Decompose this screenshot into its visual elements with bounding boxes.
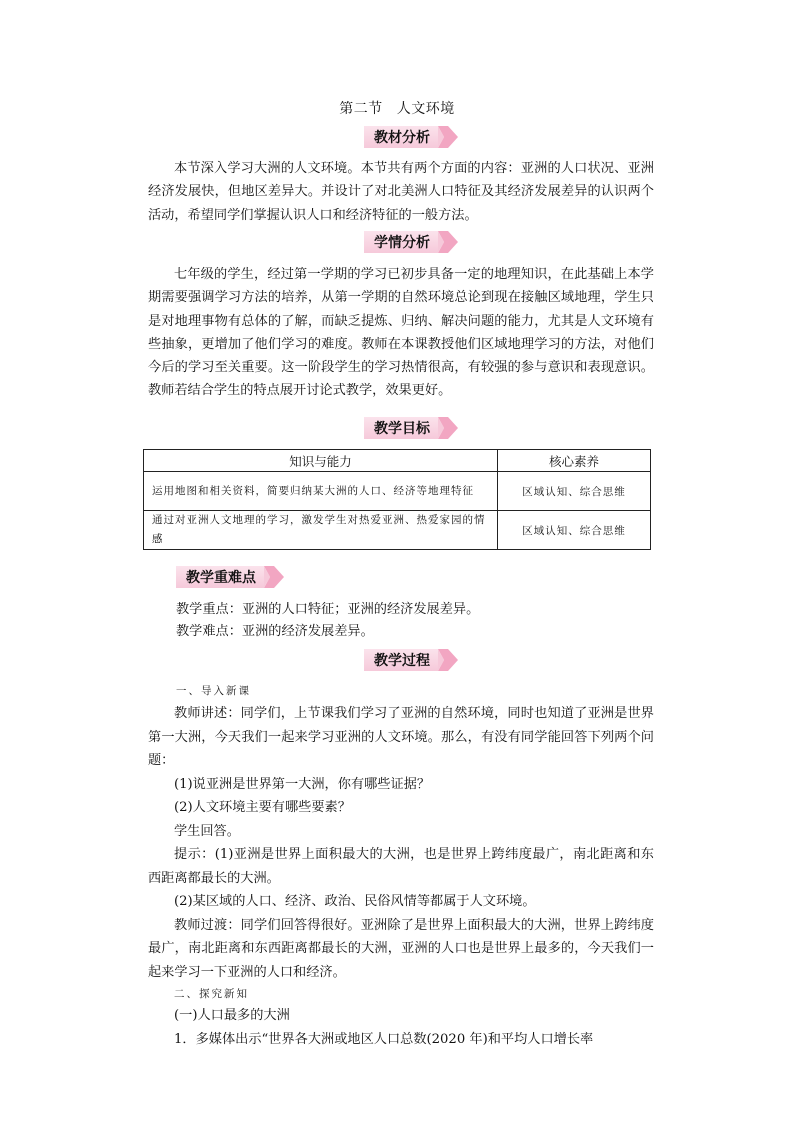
chevron-arrow-icon <box>438 231 458 253</box>
table-header-literacy: 核心素养 <box>498 450 651 472</box>
section-badge-goals <box>364 417 458 439</box>
section-number: 第二节 <box>339 101 383 117</box>
badge-label: 教学过程 <box>364 649 438 671</box>
page-title <box>0 98 794 118</box>
goals-table <box>143 449 651 550</box>
hint-2: (2)某区域的人口、经济、政治、民俗风情等都属于人文环境。 <box>174 894 536 909</box>
question-2: (2)人文环境主要有哪些要素？ <box>174 800 351 815</box>
key-point: 教学重点：亚洲的人口特征；亚洲的经济发展差异。 <box>176 602 480 617</box>
heading-explore: 二、探究新知 <box>174 988 249 1000</box>
chevron-arrow-icon <box>438 126 458 148</box>
learner-paragraph: 七年级的学生，经过第一学期的学习已初步具备一定的地理知识，在此基础上本学期需要强调学习方法的培养，从第一学期的自然环境总论到现在接触区域地理，学生只是对地理事物有总体的了解，而缺乏提炼、归纳、解决问题的能力，尤其是人文环境有些抽象，更增加了他们学习的难度。教师在本课教授他们区域地理学习的方法，对他们今后的学习至关重要。这一阶段学生的学习热情很高，有较强的参与意识和表现意识。教师若结合学生的特点展开讨论式教学，效果更好。 <box>148 267 654 399</box>
table-row <box>144 511 651 550</box>
section-badge-analysis <box>364 126 458 148</box>
section-badge-process <box>364 649 458 671</box>
chevron-arrow-icon <box>438 649 458 671</box>
table-header-knowledge: 知识与能力 <box>144 450 498 472</box>
hint-1: 提示：(1)亚洲是世界上面积最大的大洲，也是世界上跨纬度最广，南北距离和东西距离都最长的大洲。 <box>148 847 654 886</box>
table-cell-knowledge: 运用地图和相关资料，简要归纳某大洲的人口、经济等地理特征 <box>144 472 498 511</box>
badge-label: 教学重难点 <box>176 566 264 588</box>
transition-paragraph: 教师过渡：同学们回答得很好。亚洲除了是世界上面积最大的大洲，世界上跨纬度最广，南北距离和东西距离都最长的大洲，亚洲的人口也是世界上最多的，今天我们一起来学习一下亚洲的人口和经济。 <box>148 917 654 980</box>
badge-label: 教学目标 <box>364 417 438 439</box>
subheading-population: (一)人口最多的大洲 <box>174 1008 290 1023</box>
analysis-paragraph: 本节深入学习大洲的人文环境。本节共有两个方面的内容：亚洲的人口状况、亚洲经济发展快，但地区差异大。并设计了对北美洲人口特征及其经济发展差异的认识两个活动，希望同学们掌握认识人口和经济特征的一般方法。 <box>148 161 654 223</box>
table-row <box>144 472 651 511</box>
difficult-point: 教学难点：亚洲的经济发展差异。 <box>176 624 374 639</box>
chevron-arrow-icon <box>438 417 458 439</box>
section-badge-learner <box>364 231 458 253</box>
table-header-row <box>144 450 651 472</box>
heading-intro: 一、导入新课 <box>176 685 251 697</box>
item-1: 1．多媒体出示“世界各大洲或地区人口总数(2020 年)和平均人口增长率 <box>174 1031 594 1047</box>
intro-paragraph: 教师讲述：同学们，上节课我们学习了亚洲的自然环境，同时也知道了亚洲是世界第一大洲，今天我们一起来学习亚洲的人文环境。那么，有没有同学能回答下列两个问题： <box>148 706 654 768</box>
table-cell-literacy: 区域认知、综合思维 <box>498 472 651 511</box>
section-name: 人文环境 <box>396 101 455 117</box>
chevron-arrow-icon <box>264 566 284 588</box>
section-badge-keypoints <box>176 566 284 588</box>
process-content <box>148 702 654 1051</box>
badge-label: 学情分析 <box>364 231 438 253</box>
student-answer: 学生回答。 <box>174 823 240 839</box>
badge-label: 教材分析 <box>364 126 438 148</box>
question-1: (1)说亚洲是世界第一大洲，你有哪些证据？ <box>174 776 431 792</box>
table-cell-knowledge: 通过对亚洲人文地理的学习，激发学生对热爱亚洲、热爱家园的情感 <box>144 511 498 550</box>
table-cell-literacy: 区域认知、综合思维 <box>498 511 651 550</box>
